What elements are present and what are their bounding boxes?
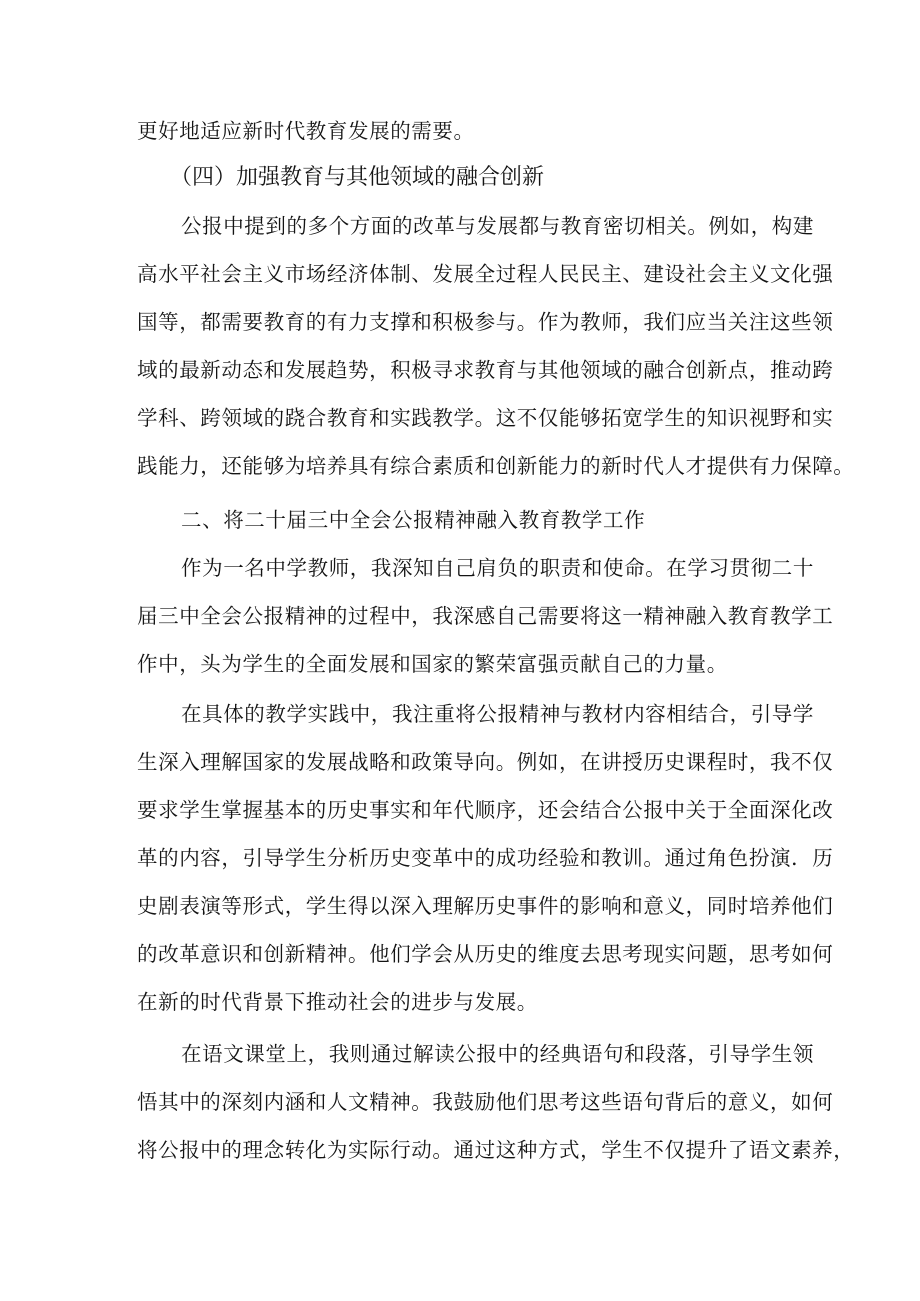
paragraph-line: 作中，头为学生的全面发展和国家的繁荣富强贡献自己的力量。 — [137, 652, 728, 676]
paragraph-line: 将公报中的理念转化为实际行动。通过这种方式，学生不仅提升了语文素养， — [137, 1138, 855, 1162]
paragraph-line: 生深入理解国家的发展战略和政策导向。例如，在讲授历史课程时，我不仅 — [137, 750, 834, 774]
paragraph-line: 高水平社会主义市场经济体制、发展全过程人民民主、建设社会主义文化强 — [137, 262, 834, 286]
paragraph-line: 届三中全会公报精神的过程中，我深感自己需要将这一精神融入教育教学工 — [137, 604, 834, 628]
paragraph-line: 史剧表演等形式，学生得以深入理解历史事件的影响和意义，同时培养他们 — [137, 894, 834, 918]
paragraph-line: 国等，都需要教育的有力支撑和积极参与。作为教师，我们应当关注这些领 — [137, 310, 834, 334]
paragraph-line: 作为一名中学教师，我深知自己肩负的职责和使命。在学习贯彻二十 — [181, 556, 814, 580]
paragraph-line: 在语文课堂上，我则通过解读公报中的经典语句和段落，引导学生领 — [181, 1042, 814, 1066]
paragraph-line: 践能力，还能够为培养具有综合素质和创新能力的新时代人才提供有力保障。 — [137, 454, 855, 478]
paragraph-line: 更好地适应新时代教育发展的需要。 — [137, 119, 475, 143]
paragraph-line: 在具体的教学实践中，我注重将公报精神与教材内容相结合，引导学 — [181, 702, 814, 726]
paragraph-line: 的改革意识和创新精神。他们学会从历史的维度去思考现实问题，思考如何 — [137, 942, 834, 966]
paragraph-line: 在新的时代背景下推动社会的进步与发展。 — [137, 990, 538, 1014]
section-heading: （四）加强教育与其他领域的融合创新 — [170, 165, 545, 190]
chapter-heading: 二、将二十届三中全会公报精神融入教育教学工作 — [181, 508, 646, 532]
paragraph-line: 革的内容，引导学生分析历史变革中的成功经验和教训。通过角色扮演．历 — [137, 846, 834, 870]
paragraph-line: 要求学生掌握基本的历史事实和年代顺序，还会结合公报中关于全面深化改 — [137, 798, 834, 822]
paragraph-line: 域的最新动态和发展趋势，积极寻求教育与其他领域的融合创新点，推动跨 — [137, 358, 834, 382]
paragraph-line: 学科、跨领域的跷合教育和实践教学。这不仅能够拓宽学生的知识视野和实 — [137, 406, 834, 430]
paragraph-line: 悟其中的深刻内涵和人文精神。我鼓励他们思考这些语句背后的意义，如何 — [137, 1090, 834, 1114]
paragraph-line: 公报中提到的多个方面的改革与发展都与教育密切相关。例如，构建 — [181, 214, 814, 238]
